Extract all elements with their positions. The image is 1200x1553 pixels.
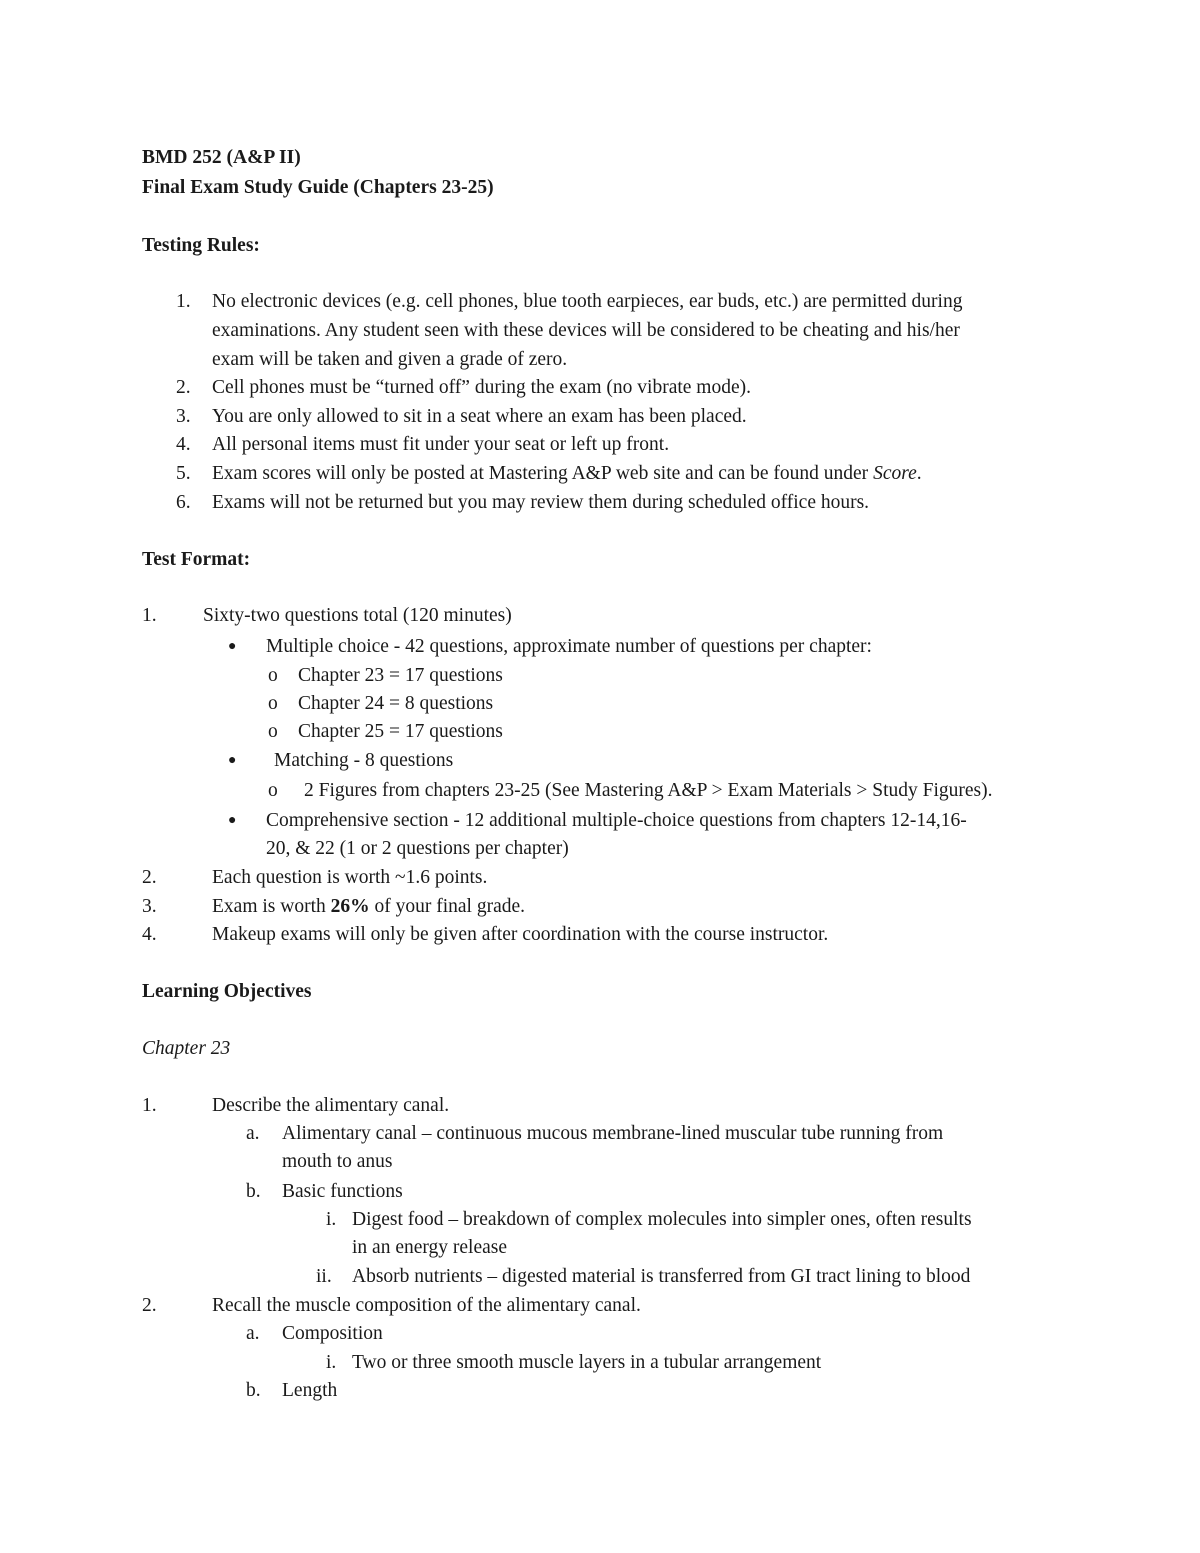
sub-text: Basic functions [282, 1181, 403, 1202]
rule-number: 2. [176, 377, 191, 398]
roman-text: Digest food – breakdown of complex molecules into simpler ones, often results [352, 1209, 972, 1230]
rule-text-main: Exam scores will only be posted at Mastering A&P web site and can be found under [212, 463, 874, 484]
bullet-text: 20, & 22 (1 or 2 questions per chapter) [266, 838, 569, 859]
format-text: Each question is worth ~1.6 points. [212, 867, 488, 888]
rule-text: Exams will not be returned but you may review them during scheduled office hours. [212, 492, 870, 513]
roman-text: Two or three smooth muscle layers in a tubular arrangement [352, 1352, 822, 1373]
bullet-text: Matching - 8 questions [274, 750, 454, 771]
roman-text: Absorb nutrients – digested material is transferred from GI tract lining to blood [352, 1266, 971, 1287]
sub-label: b. [246, 1181, 261, 1202]
roman-text: in an energy release [352, 1237, 508, 1258]
format-text-pre: Exam is worth [212, 896, 331, 917]
score-emphasis: Score [873, 463, 917, 484]
sub-bullet-icon: o [268, 780, 278, 801]
sub-text: Composition [282, 1323, 383, 1344]
sub-bullet-icon: o [268, 721, 278, 742]
learning-objectives-heading: Learning Objectives [142, 981, 312, 1002]
course-title: BMD 252 (A&P II) [142, 147, 301, 168]
bullet-text: Multiple choice - 42 questions, approximate number of questions per chapter: [266, 636, 872, 657]
sub-bullet-text: Chapter 25 = 17 questions [298, 721, 503, 742]
roman-label: i. [326, 1209, 337, 1230]
rule-text: All personal items must fit under your seat or left up front. [212, 434, 670, 455]
rule-number: 4. [176, 434, 191, 455]
format-text: Makeup exams will only be given after coordination with the course instructor. [212, 924, 829, 945]
rule-text: Cell phones must be “turned off” during the exam (no vibrate mode). [212, 377, 751, 398]
roman-label: i. [326, 1352, 337, 1373]
sub-label: b. [246, 1380, 261, 1401]
format-text [212, 897, 525, 917]
testing-rules-heading: Testing Rules: [142, 235, 260, 256]
sub-bullet-icon: o [268, 665, 278, 686]
rule-number: 3. [176, 406, 191, 427]
test-format-heading: Test Format: [142, 549, 251, 570]
rule-text: No electronic devices (e.g. cell phones, blue tooth earpieces, ear buds, etc.) are permitted during [212, 291, 963, 312]
rule-text-tail: . [916, 463, 922, 484]
format-number: 4. [142, 924, 157, 945]
objective-number: 1. [142, 1095, 157, 1116]
sub-text: mouth to anus [282, 1151, 393, 1172]
rule-number: 5. [176, 463, 191, 484]
grade-percent: 26% [330, 896, 370, 917]
objective-number: 2. [142, 1295, 157, 1316]
bullet-icon: ● [228, 813, 237, 828]
rule-text: examinations. Any student seen with these devices will be considered to be cheating and his/her [212, 320, 960, 341]
sub-bullet-icon: o [268, 693, 278, 714]
sub-bullet-text: 2 Figures from chapters 23-25 (See Mastering A&P > Exam Materials > Study Figures). [304, 780, 993, 801]
rule-text: exam will be taken and given a grade of zero. [212, 349, 568, 370]
rule-number: 1. [176, 291, 191, 312]
sub-label: a. [246, 1323, 260, 1344]
format-number: 2. [142, 867, 157, 888]
format-text-post: of your final grade. [369, 896, 526, 917]
roman-label: ii. [316, 1266, 332, 1287]
objective-text: Recall the muscle composition of the alimentary canal. [212, 1295, 641, 1316]
sub-bullet-text: Chapter 24 = 8 questions [298, 693, 494, 714]
chapter-heading: Chapter 23 [142, 1038, 231, 1059]
rule-text [212, 464, 922, 484]
sub-text: Length [282, 1380, 338, 1401]
rule-text: You are only allowed to sit in a seat where an exam has been placed. [212, 406, 747, 427]
format-text: Sixty-two questions total (120 minutes) [203, 605, 512, 626]
format-number: 1. [142, 605, 157, 626]
sub-bullet-text: Chapter 23 = 17 questions [298, 665, 503, 686]
sub-text: Alimentary canal – continuous mucous membrane-lined muscular tube running from [282, 1123, 944, 1144]
bullet-icon: ● [228, 639, 237, 654]
bullet-icon: ● [228, 753, 237, 768]
rule-number: 6. [176, 492, 191, 513]
bullet-text: Comprehensive section - 12 additional multiple-choice questions from chapters 12-14,16- [266, 810, 967, 831]
document-title: Final Exam Study Guide (Chapters 23-25) [142, 177, 494, 198]
sub-label: a. [246, 1123, 260, 1144]
objective-text: Describe the alimentary canal. [212, 1095, 450, 1116]
format-number: 3. [142, 896, 157, 917]
